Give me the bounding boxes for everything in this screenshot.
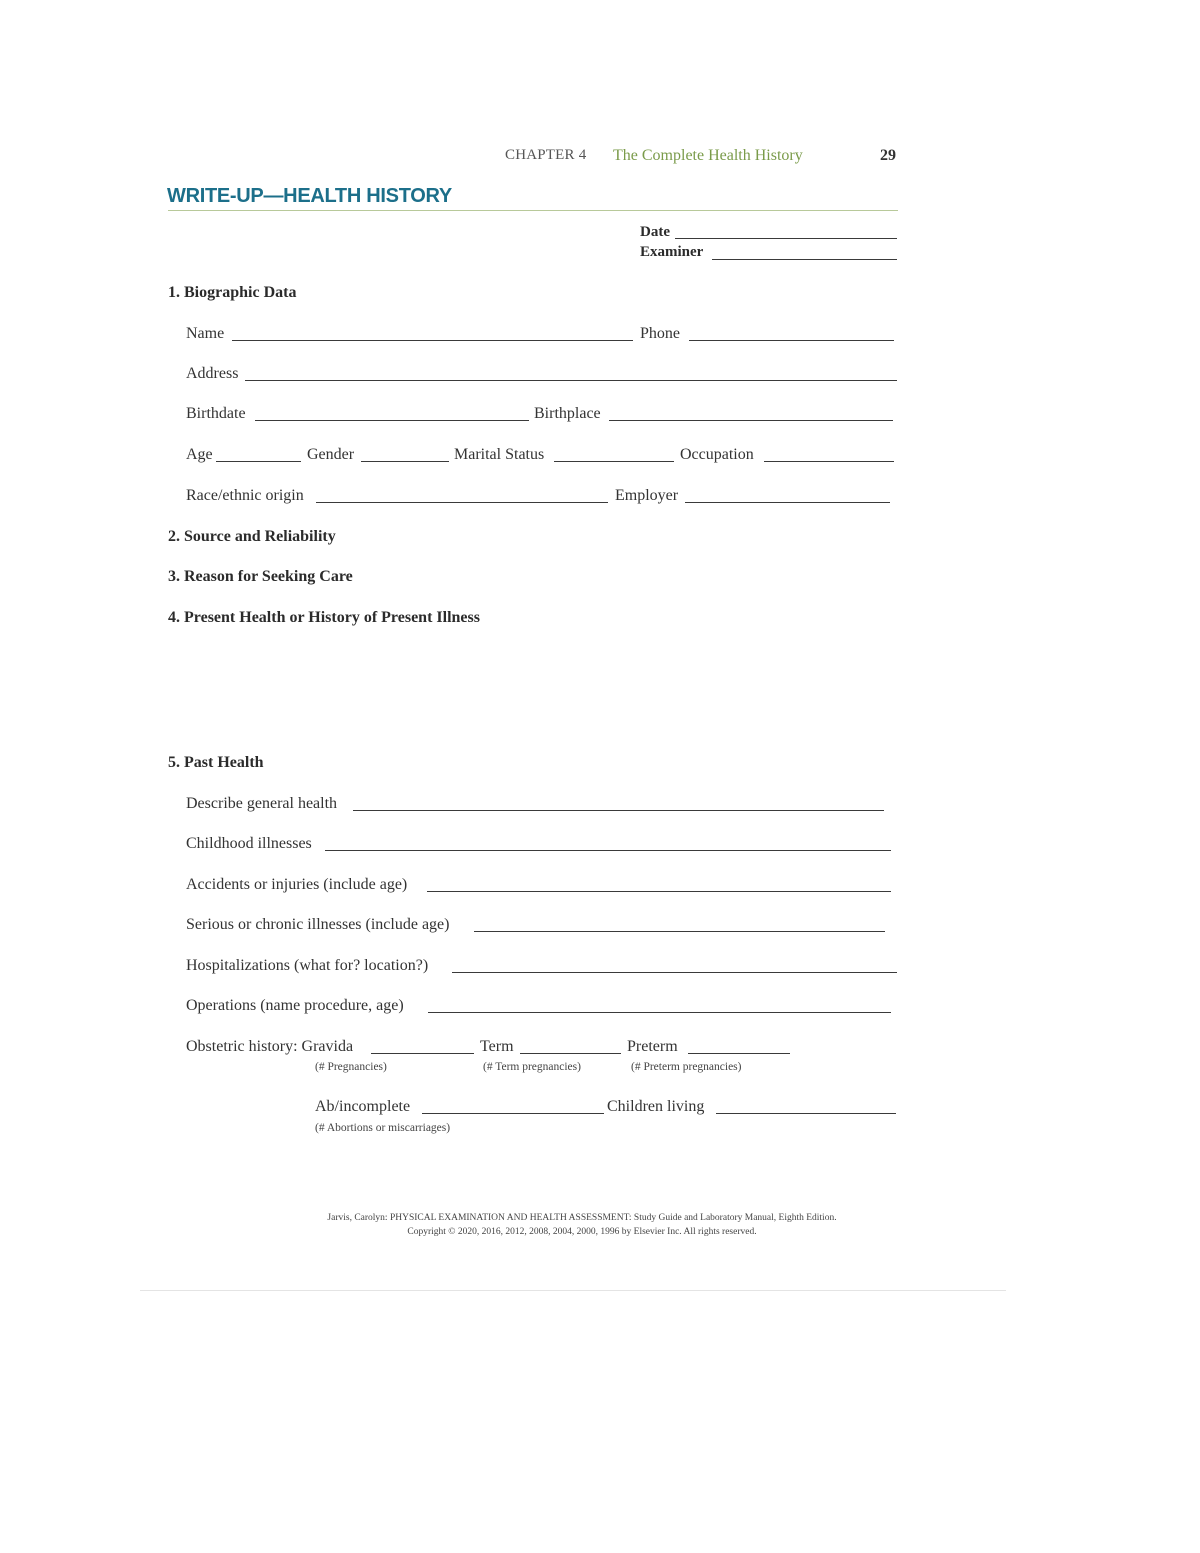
section-past-health: 5. Past Health — [168, 754, 264, 771]
gender-label: Gender — [307, 446, 355, 463]
preterm-field[interactable] — [688, 1053, 790, 1054]
race-label: Race/ethnic origin — [186, 487, 304, 504]
footer-citation: Jarvis, Carolyn: PHYSICAL EXAMINATION AND HEALTH ASSESSMENT: Study Guide and Laboratory Manual, Eighth Edition. — [327, 1213, 837, 1223]
page-divider — [140, 1290, 1006, 1291]
gender-field[interactable] — [361, 461, 449, 462]
name-field[interactable] — [232, 340, 633, 341]
phone-label: Phone — [640, 325, 680, 342]
age-field[interactable] — [216, 461, 301, 462]
page-number: 29 — [880, 147, 896, 164]
employer-label: Employer — [615, 487, 679, 504]
children-living-field[interactable] — [716, 1113, 896, 1114]
name-label: Name — [186, 325, 225, 342]
marital-status-field[interactable] — [554, 461, 674, 462]
operations-field[interactable] — [428, 1012, 891, 1013]
chapter-label: CHAPTER 4 — [505, 147, 587, 163]
abortions-note: (# Abortions or miscarriages) — [315, 1122, 451, 1134]
general-health-field[interactable] — [353, 810, 884, 811]
hospitalizations-field[interactable] — [452, 972, 897, 973]
occupation-field[interactable] — [764, 461, 894, 462]
obstetric-history-label: Obstetric history: Gravida — [186, 1038, 354, 1055]
general-health-label: Describe general health — [186, 795, 338, 812]
term-field[interactable] — [520, 1053, 621, 1054]
section-present-health: 4. Present Health or History of Present Illness — [168, 609, 480, 626]
race-field[interactable] — [316, 502, 608, 503]
form-title: WRITE-UP—HEALTH HISTORY — [167, 185, 452, 207]
employer-field[interactable] — [685, 502, 890, 503]
occupation-label: Occupation — [680, 446, 754, 463]
gravida-field[interactable] — [371, 1053, 474, 1054]
childhood-illnesses-label: Childhood illnesses — [186, 835, 312, 852]
section-source-reliability: 2. Source and Reliability — [168, 528, 336, 545]
footer-copyright: Copyright © 2020, 2016, 2012, 2008, 2004, 2000, 1996 by Elsevier Inc. All rights reserved. — [407, 1227, 757, 1237]
chapter-title: The Complete Health History — [613, 147, 803, 164]
preterm-pregnancies-note: (# Preterm pregnancies) — [631, 1061, 742, 1073]
chronic-illnesses-label: Serious or chronic illnesses (include age) — [186, 916, 450, 933]
examiner-label: Examiner — [640, 244, 704, 260]
phone-field[interactable] — [689, 340, 894, 341]
birthplace-label: Birthplace — [534, 405, 601, 422]
children-living-label: Children living — [607, 1098, 705, 1115]
pregnancies-note: (# Pregnancies) — [315, 1061, 387, 1073]
examiner-field[interactable] — [712, 259, 897, 260]
childhood-illnesses-field[interactable] — [325, 850, 891, 851]
section-reason-seeking-care: 3. Reason for Seeking Care — [168, 568, 353, 585]
marital-status-label: Marital Status — [454, 446, 545, 463]
birthplace-field[interactable] — [609, 420, 893, 421]
ab-incomplete-field[interactable] — [422, 1113, 604, 1114]
ab-incomplete-label: Ab/incomplete — [315, 1098, 411, 1115]
birthdate-label: Birthdate — [186, 405, 246, 422]
operations-label: Operations (name procedure, age) — [186, 997, 404, 1014]
date-field[interactable] — [675, 238, 897, 239]
preterm-label: Preterm — [627, 1038, 678, 1055]
date-label: Date — [640, 224, 670, 240]
address-field[interactable] — [245, 380, 897, 381]
chronic-illnesses-field[interactable] — [474, 931, 885, 932]
age-label: Age — [186, 446, 213, 463]
term-label: Term — [480, 1038, 514, 1055]
title-rule — [168, 210, 898, 211]
address-label: Address — [186, 365, 239, 382]
accidents-field[interactable] — [427, 891, 891, 892]
section-biographic-data: 1. Biographic Data — [168, 284, 297, 301]
copyright-footer — [182, 1211, 982, 1239]
accidents-label: Accidents or injuries (include age) — [186, 876, 408, 893]
hospitalizations-label: Hospitalizations (what for? location?) — [186, 957, 429, 974]
birthdate-field[interactable] — [255, 420, 529, 421]
term-pregnancies-note: (# Term pregnancies) — [483, 1061, 581, 1073]
